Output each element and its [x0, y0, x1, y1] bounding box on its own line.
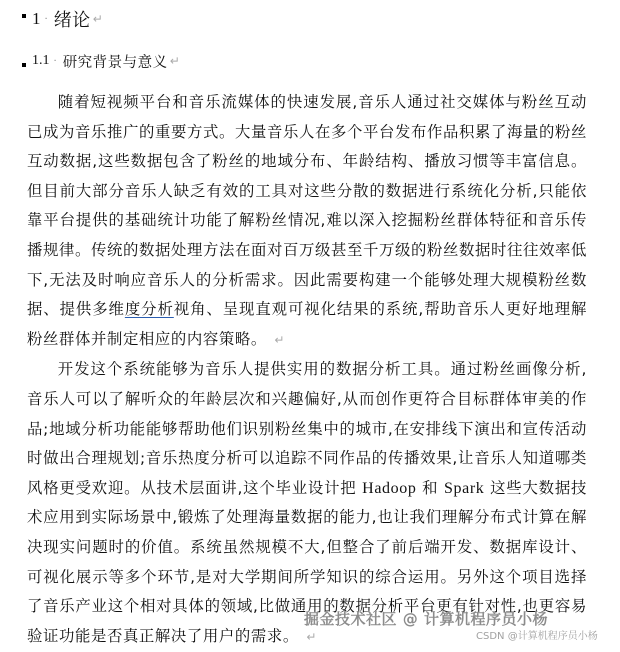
paragraph-text: 和 — [422, 478, 439, 497]
heading-1-title: 绪论 — [53, 10, 91, 31]
heading-2-title: 研究背景与意义 — [62, 54, 168, 71]
heading-2-number: 1.1 — [32, 53, 50, 68]
watermark-primary: 掘金技术社区 @ 计算机程序员小杨 — [304, 610, 548, 628]
document-body[interactable] — [27, 88, 587, 652]
space-mark-icon: · — [53, 55, 57, 67]
heading-1[interactable] — [22, 6, 103, 32]
list-bullet-icon — [22, 14, 26, 18]
paragraph-text: 这些大数据技术应用到实际场景中,锻炼了处理海量数据的能力,也让我们理解分布式计算在解决现实问题时的价值。系统虽然规模不大,但整合了前后端开发、数据库设计、可视化展示等多个环节,是对大学期间所学知识的综合运用。另外这个项目选择了音乐产业这个相对具体的领域,比做通用的数据分析平台更有针对性,也更容易验证功能是否真正解决了用户的需求。 — [27, 478, 588, 645]
paragraph-mark-icon: ↵ — [306, 629, 317, 644]
heading-1-number: 1 — [32, 9, 41, 28]
paragraph-text: 开发这个系统能够为音乐人提供实用的数据分析工具。通过粉丝画像分析,音乐人可以了解听众的年龄层次和兴趣偏好,从而创作更符合目标群体审美的作品;地域分析功能能够帮助他们识别粉丝集中的城市,在安排线下演出和宣传活动时做出合理规划;音乐热度分析可以追踪不同作品的传播效果,让音乐人知道哪类风格更受欢迎。从技术层面讲,这个毕业设计把 — [27, 360, 587, 497]
grammar-underline[interactable]: 度分析 — [124, 300, 174, 319]
space-mark-icon: · — [44, 13, 48, 25]
paragraph-mark-icon: ↵ — [92, 12, 103, 26]
paragraph-text: 视角、呈现直观可视化结果的系统,帮助音乐人更好地理解粉丝群体并制定相应的内容策略。 — [27, 300, 587, 348]
watermark-secondary: CSDN @计算机程序员小杨 — [476, 631, 598, 642]
tech-term-hadoop: Hadoop — [362, 479, 417, 497]
heading-2[interactable] — [22, 50, 180, 72]
paragraph-background[interactable] — [27, 88, 587, 355]
paragraph-text: 随着短视频平台和音乐流媒体的快速发展,音乐人通过社交媒体与粉丝互动已成为音乐推广的重要方式。大量音乐人在多个平台发布作品积累了海量的粉丝互动数据,这些数据包含了粉丝的地域分布、年龄结构、播放习惯等丰富信息。但目前大部分音乐人缺乏有效的工具对这些分散的数据进行系统化分析,只能依靠平台提供的基础统计功能了解粉丝情况,难以深入挖掘粉丝群体特征和音乐传播规律。传统的数据处理方法在面对百万级甚至千万级的粉丝数据时往往效率低下,无法及时响应音乐人的分析需求。因此需要构建一个能够处理大规模粉丝数据、提供多维 — [27, 93, 587, 319]
paragraph-mark-icon: ↵ — [169, 54, 180, 68]
list-bullet-icon — [22, 63, 26, 67]
paragraph-mark-icon: ↵ — [274, 332, 286, 347]
tech-term-spark: Spark — [444, 479, 485, 497]
